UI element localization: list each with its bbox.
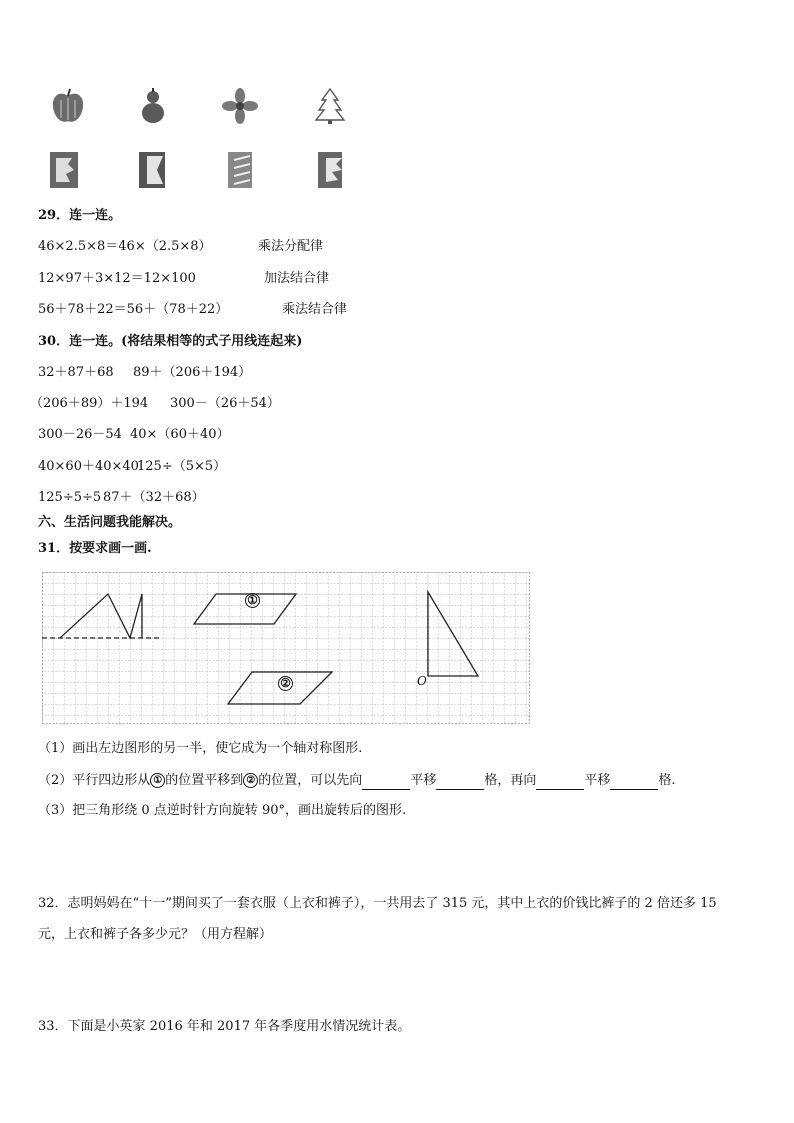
q30-right-5: 87＋（32＋68）: [103, 490, 205, 505]
q31-part-2-f: 平移: [584, 773, 611, 788]
flower-icon: [222, 86, 258, 126]
cut-paper-shape-4-icon: [312, 150, 348, 190]
cut-paper-shape-2-icon: [133, 150, 169, 190]
q31-circle-2: ②: [243, 773, 258, 788]
q31-part-2-b: 的位置平移到: [165, 773, 244, 788]
pine-tree-icon: [312, 86, 348, 126]
origin-label: O: [417, 674, 427, 688]
q31-circle-1: ①: [150, 773, 165, 788]
apple-icon: [50, 86, 86, 126]
q29-right-2: 加法结合律: [264, 271, 330, 286]
answer-blank-direction-1[interactable]: [362, 775, 410, 790]
q30-left-5: 125÷5÷5: [38, 490, 102, 505]
q29-right-1: 乘法分配律: [258, 239, 324, 254]
q30-title: 30．连一连。(将结果相等的式子用线连起来): [38, 334, 303, 349]
q31-part-2-a: （2）平行四边形从: [38, 773, 151, 788]
q30-right-3: 40×（60＋40）: [130, 427, 230, 442]
q30-right-2: 300－（26＋54）: [170, 396, 280, 411]
q32-line-1: 32．志明妈妈在“十一”期间买了一套衣服（上衣和裤子），一共用去了 315 元，其中上衣的价钱比裤子的 2 倍还多 15: [38, 896, 717, 911]
q30-right-4: 125÷（5×5）: [137, 459, 227, 474]
q31-part-2-d: 平移: [410, 773, 437, 788]
q31-part-2-g: 格.: [658, 773, 676, 788]
q31-grid-figure: [42, 572, 530, 724]
cut-paper-shape-1-icon: [46, 150, 82, 190]
q29-left-3: 56＋78＋22＝56＋（78＋22）: [38, 302, 229, 317]
q30-left-1: 32＋87＋68: [38, 365, 114, 380]
section-6-heading: 六、生活问题我能解决。: [38, 515, 182, 530]
q31-part-2-c: 的位置，可以先向: [258, 773, 363, 788]
answer-blank-steps-2[interactable]: [610, 775, 658, 790]
q31-part-2-e: 格，再向: [484, 773, 537, 788]
grid-svg: [42, 572, 530, 724]
q33-line-1: 33．下面是小英家 2016 年和 2017 年各季度用水情况统计表。: [38, 1019, 411, 1034]
label-1: ①: [245, 593, 260, 608]
q30-left-2: （206＋89）＋194: [30, 396, 149, 411]
q29-left-2: 12×97＋3×12＝12×100: [38, 271, 196, 286]
answer-blank-steps-1[interactable]: [436, 775, 484, 790]
gourd-icon: [135, 86, 171, 126]
q29-title: 29．连一连。: [38, 208, 122, 223]
q31-part-3: （3）把三角形绕 0 点逆时针方向旋转 90°，画出旋转后的图形.: [38, 803, 407, 818]
cut-paper-shape-3-icon: [222, 150, 258, 190]
q31-part-2: [38, 772, 676, 790]
q30-right-1: 89＋（206＋194）: [133, 365, 252, 380]
q30-left-3: 300－26－54: [38, 427, 122, 442]
q29-left-1: 46×2.5×8＝46×（2.5×8）: [38, 239, 212, 254]
label-2: ②: [278, 676, 293, 691]
q32-line-2: 元，上衣和裤子各多少元？（用方程解）: [38, 927, 273, 942]
q31-part-1: （1）画出左边图形的另一半，使它成为一个轴对称图形.: [38, 741, 363, 756]
q29-right-3: 乘法结合律: [282, 302, 348, 317]
answer-blank-direction-2[interactable]: [536, 775, 584, 790]
q31-title: 31．按要求画一画.: [38, 541, 152, 556]
q30-left-4: 40×60＋40×40: [38, 459, 139, 474]
